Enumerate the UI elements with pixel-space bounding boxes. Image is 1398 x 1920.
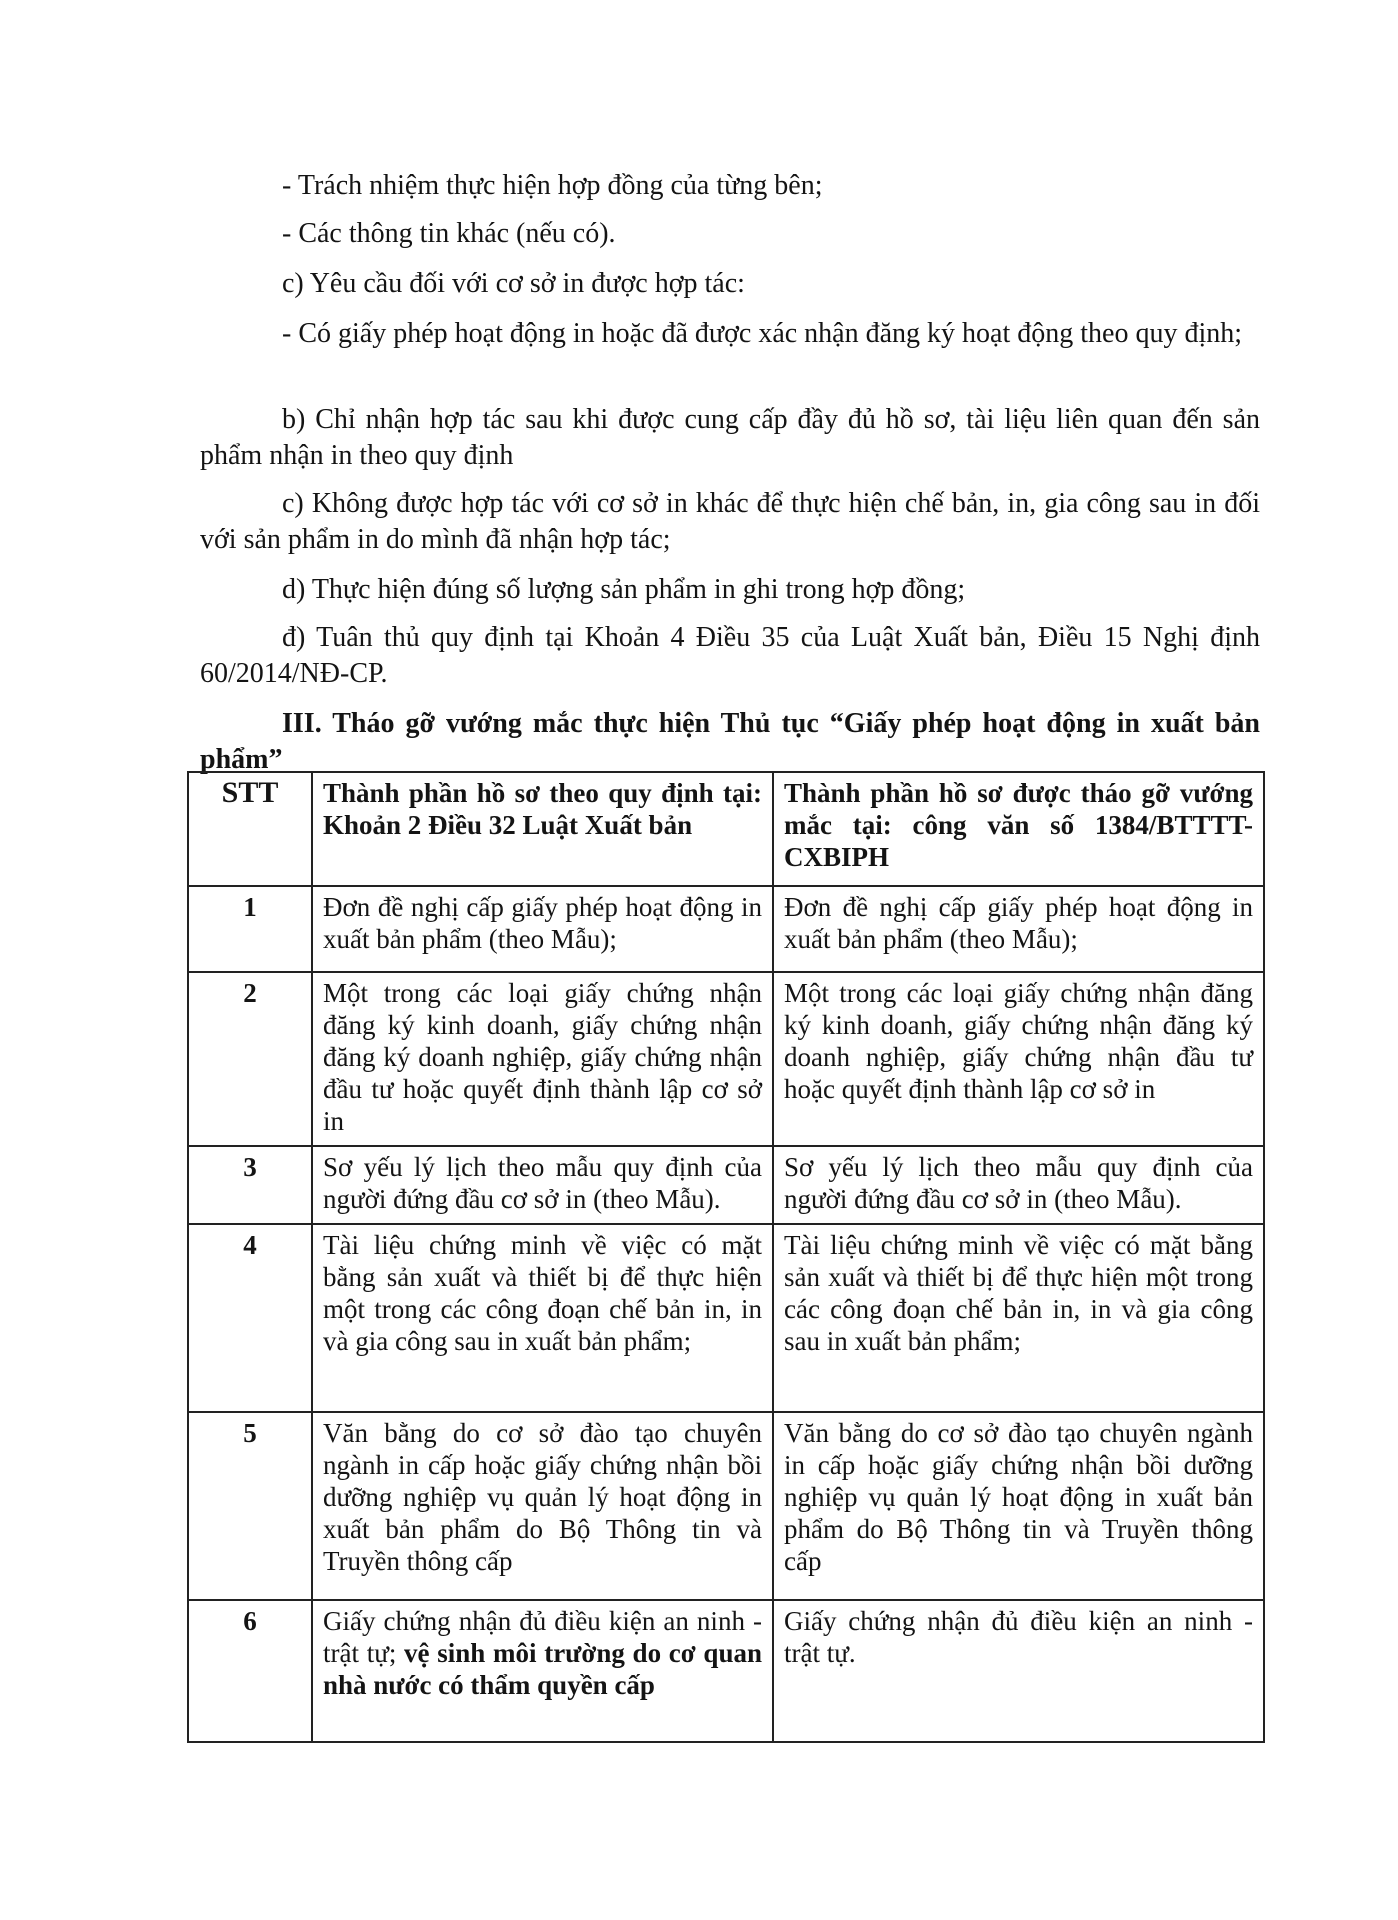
row-resolved: Một trong các loại giấy chứng nhận đăng ký kinh doanh, giấy chứng nhận đăng ký doanh nghiệp, giấy chứng nhận đầu tư hoặc quyết định thành lập cơ sở in: [773, 972, 1264, 1146]
row-regulation: Đơn đề nghị cấp giấy phép hoạt động in xuất bản phẩm (theo Mẫu);: [312, 886, 773, 972]
header-regulation: Thành phần hồ sơ theo quy định tại: Khoản 2 Điều 32 Luật Xuất bản: [312, 772, 773, 886]
row-stt: 6: [188, 1600, 312, 1742]
row-regulation-bold-text: vệ sinh môi trường do cơ quan nhà nước có thẩm quyền cấp: [323, 1638, 762, 1700]
table-header-row: [188, 772, 1264, 886]
paragraph-no-subcontract: c) Không được hợp tác với cơ sở in khác để thực hiện chế bản, in, gia công sau in đối với sản phẩm in do mình đã nhận hợp tác;: [200, 488, 1260, 555]
paragraph-contract-responsibility: - Trách nhiệm thực hiện hợp đồng của từng bên;: [282, 170, 823, 201]
row-regulation: [312, 1600, 773, 1742]
row-regulation: Một trong các loại giấy chứng nhận đăng ký kinh doanh, giấy chứng nhận đăng ký doanh nghiệp, giấy chứng nhận đầu tư hoặc quyết định thành lập cơ sở in: [312, 972, 773, 1146]
paragraph-other-info: - Các thông tin khác (nếu có).: [282, 218, 616, 249]
row-resolved: Đơn đề nghị cấp giấy phép hoạt động in xuất bản phẩm (theo Mẫu);: [773, 886, 1264, 972]
row-stt: 1: [188, 886, 312, 972]
table-row: [188, 972, 1264, 1146]
paragraph-accept-cooperation: b) Chỉ nhận hợp tác sau khi được cung cấp đầy đủ hồ sơ, tài liệu liên quan đến sản phẩm nhận in theo quy định: [200, 404, 1260, 471]
row-resolved: Văn bằng do cơ sở đào tạo chuyên ngành in cấp hoặc giấy chứng nhận bồi dưỡng nghiệp vụ quản lý hoạt động in xuất bản phẩm do Bộ Thông tin và Truyền thông cấp: [773, 1412, 1264, 1600]
paragraph-requirements-heading: c) Yêu cầu đối với cơ sở in được hợp tác:: [282, 268, 745, 299]
row-regulation: Tài liệu chứng minh về việc có mặt bằng sản xuất và thiết bị để thực hiện một trong các công đoạn chế bản in, in và gia công sau in xuất bản phẩm;: [312, 1224, 773, 1412]
table-row: [188, 1412, 1264, 1600]
header-resolved: Thành phần hồ sơ được tháo gỡ vướng mắc tại: công văn số 1384/BTTTT-CXBIPH: [773, 772, 1264, 886]
row-resolved: Tài liệu chứng minh về việc có mặt bằng sản xuất và thiết bị để thực hiện một trong các công đoạn chế bản in, in và gia công sau in xuất bản phẩm;: [773, 1224, 1264, 1412]
paragraph-license-requirement: - Có giấy phép hoạt động in hoặc đã được xác nhận đăng ký hoạt động theo quy định;: [282, 318, 1242, 349]
section-heading: III. Tháo gỡ vướng mắc thực hiện Thủ tục “Giấy phép hoạt động in xuất bản phẩm”: [200, 708, 1260, 775]
paragraph-compliance: đ) Tuân thủ quy định tại Khoản 4 Điều 35 của Luật Xuất bản, Điều 15 Nghị định 60/2014/NĐ-CP.: [200, 622, 1260, 689]
paragraph-quantity: d) Thực hiện đúng số lượng sản phẩm in ghi trong hợp đồng;: [282, 574, 966, 605]
row-resolved: Sơ yếu lý lịch theo mẫu quy định của người đứng đầu cơ sở in (theo Mẫu).: [773, 1146, 1264, 1224]
row-resolved: Giấy chứng nhận đủ điều kiện an ninh - trật tự.: [773, 1600, 1264, 1742]
table-row: [188, 1146, 1264, 1224]
row-stt: 3: [188, 1146, 312, 1224]
row-stt: 5: [188, 1412, 312, 1600]
row-stt: 4: [188, 1224, 312, 1412]
row-regulation: Văn bằng do cơ sở đào tạo chuyên ngành in cấp hoặc giấy chứng nhận bồi dưỡng nghiệp vụ quản lý hoạt động in xuất bản phẩm do Bộ Thông tin và Truyền thông cấp: [312, 1412, 773, 1600]
dossier-comparison-table: [187, 771, 1265, 1743]
row-regulation-text: Giấy chứng nhận đủ điều kiện an ninh - trật tự;: [323, 1606, 762, 1668]
table-row: [188, 1224, 1264, 1412]
table-row: [188, 886, 1264, 972]
header-stt: STT: [188, 772, 312, 886]
row-stt: 2: [188, 972, 312, 1146]
row-regulation: Sơ yếu lý lịch theo mẫu quy định của người đứng đầu cơ sở in (theo Mẫu).: [312, 1146, 773, 1224]
table-row: [188, 1600, 1264, 1742]
